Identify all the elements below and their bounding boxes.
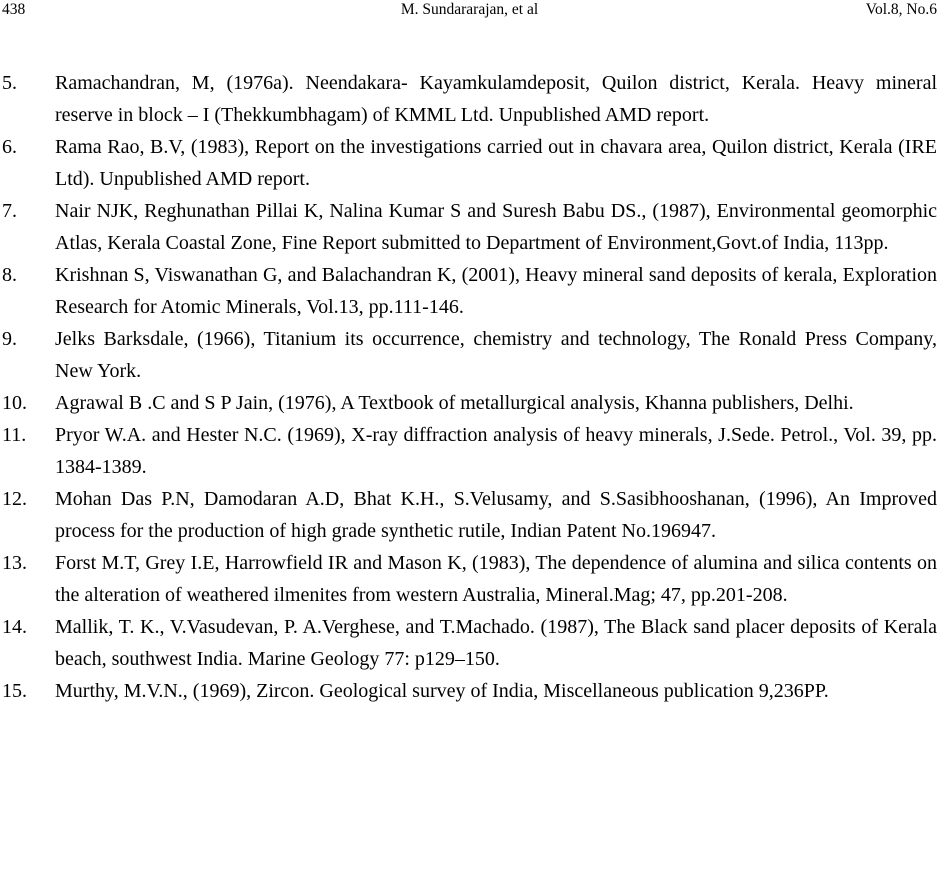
- reference-item: [0, 675, 939, 707]
- reference-text: Jelks Barksdale, (1966), Titanium its occurrence, chemistry and technology, The Ronald Press Company, New York.: [55, 328, 937, 382]
- reference-number: 7.: [2, 200, 17, 222]
- reference-text: Murthy, M.V.N., (1969), Zircon. Geological survey of India, Miscellaneous publication 9,236PP.: [55, 680, 829, 702]
- reference-number: 8.: [2, 264, 17, 286]
- reference-text: Mohan Das P.N, Damodaran A.D, Bhat K.H., S.Velusamy, and S.Sasibhooshanan, (1996), An Improved process for the production of high grade synthetic rutile, Indian Patent No.196947.: [55, 488, 937, 542]
- reference-number: 12.: [2, 488, 27, 510]
- reference-text: Ramachandran, M, (1976a). Neendakara- Kayamkulamdeposit, Quilon district, Kerala. Heavy mineral reserve in block – I (Thekkumbhagam) of KMML Ltd. Unpublished AMD report.: [55, 72, 937, 126]
- reference-text: Nair NJK, Reghunathan Pillai K, Nalina Kumar S and Suresh Babu DS., (1987), Environmental geomorphic Atlas, Kerala Coastal Zone, Fine Report submitted to Department of Environment,Govt.of India, 113pp.: [55, 200, 937, 254]
- reference-text: Krishnan S, Viswanathan G, and Balachandran K, (2001), Heavy mineral sand deposits of kerala, Exploration Research for Atomic Minerals, Vol.13, pp.111-146.: [55, 264, 937, 318]
- reference-number: 10.: [2, 392, 27, 414]
- journal-volume: Vol.8, No.6: [865, 1, 937, 18]
- reference-item: [0, 387, 939, 419]
- reference-item: [0, 419, 939, 483]
- reference-list: [0, 67, 939, 707]
- reference-text: Agrawal B .C and S P Jain, (1976), A Textbook of metallurgical analysis, Khanna publishers, Delhi.: [55, 392, 854, 414]
- reference-number: 14.: [2, 616, 27, 638]
- reference-item: [0, 323, 939, 387]
- reference-item: [0, 483, 939, 547]
- reference-item: [0, 259, 939, 323]
- reference-item: [0, 67, 939, 131]
- reference-number: 9.: [2, 328, 17, 350]
- page-header: [0, 0, 939, 22]
- page-number: 438: [2, 1, 26, 18]
- reference-item: [0, 611, 939, 675]
- reference-item: [0, 195, 939, 259]
- reference-number: 13.: [2, 552, 27, 574]
- reference-text: Mallik, T. K., V.Vasudevan, P. A.Verghese, and T.Machado. (1987), The Black sand placer deposits of Kerala beach, southwest India. Marine Geology 77: p129–150.: [55, 616, 937, 670]
- reference-text: Forst M.T, Grey I.E, Harrowfield IR and Mason K, (1983), The dependence of alumina and silica contents on the alteration of weathered ilmenites from western Australia, Mineral.Mag; 47, pp.201-208.: [55, 552, 937, 606]
- reference-text: Rama Rao, B.V, (1983), Report on the investigations carried out in chavara area, Quilon district, Kerala (IRE Ltd). Unpublished AMD report.: [55, 136, 937, 190]
- reference-item: [0, 547, 939, 611]
- reference-number: 15.: [2, 680, 27, 702]
- reference-number: 11.: [2, 424, 27, 446]
- running-head-authors: M. Sundararajan, et al: [400, 1, 539, 18]
- reference-text: Pryor W.A. and Hester N.C. (1969), X-ray diffraction analysis of heavy minerals, J.Sede. Petrol., Vol. 39, pp. 1384-1389.: [55, 424, 937, 478]
- reference-item: [0, 131, 939, 195]
- reference-number: 5.: [2, 72, 17, 94]
- reference-number: 6.: [2, 136, 17, 158]
